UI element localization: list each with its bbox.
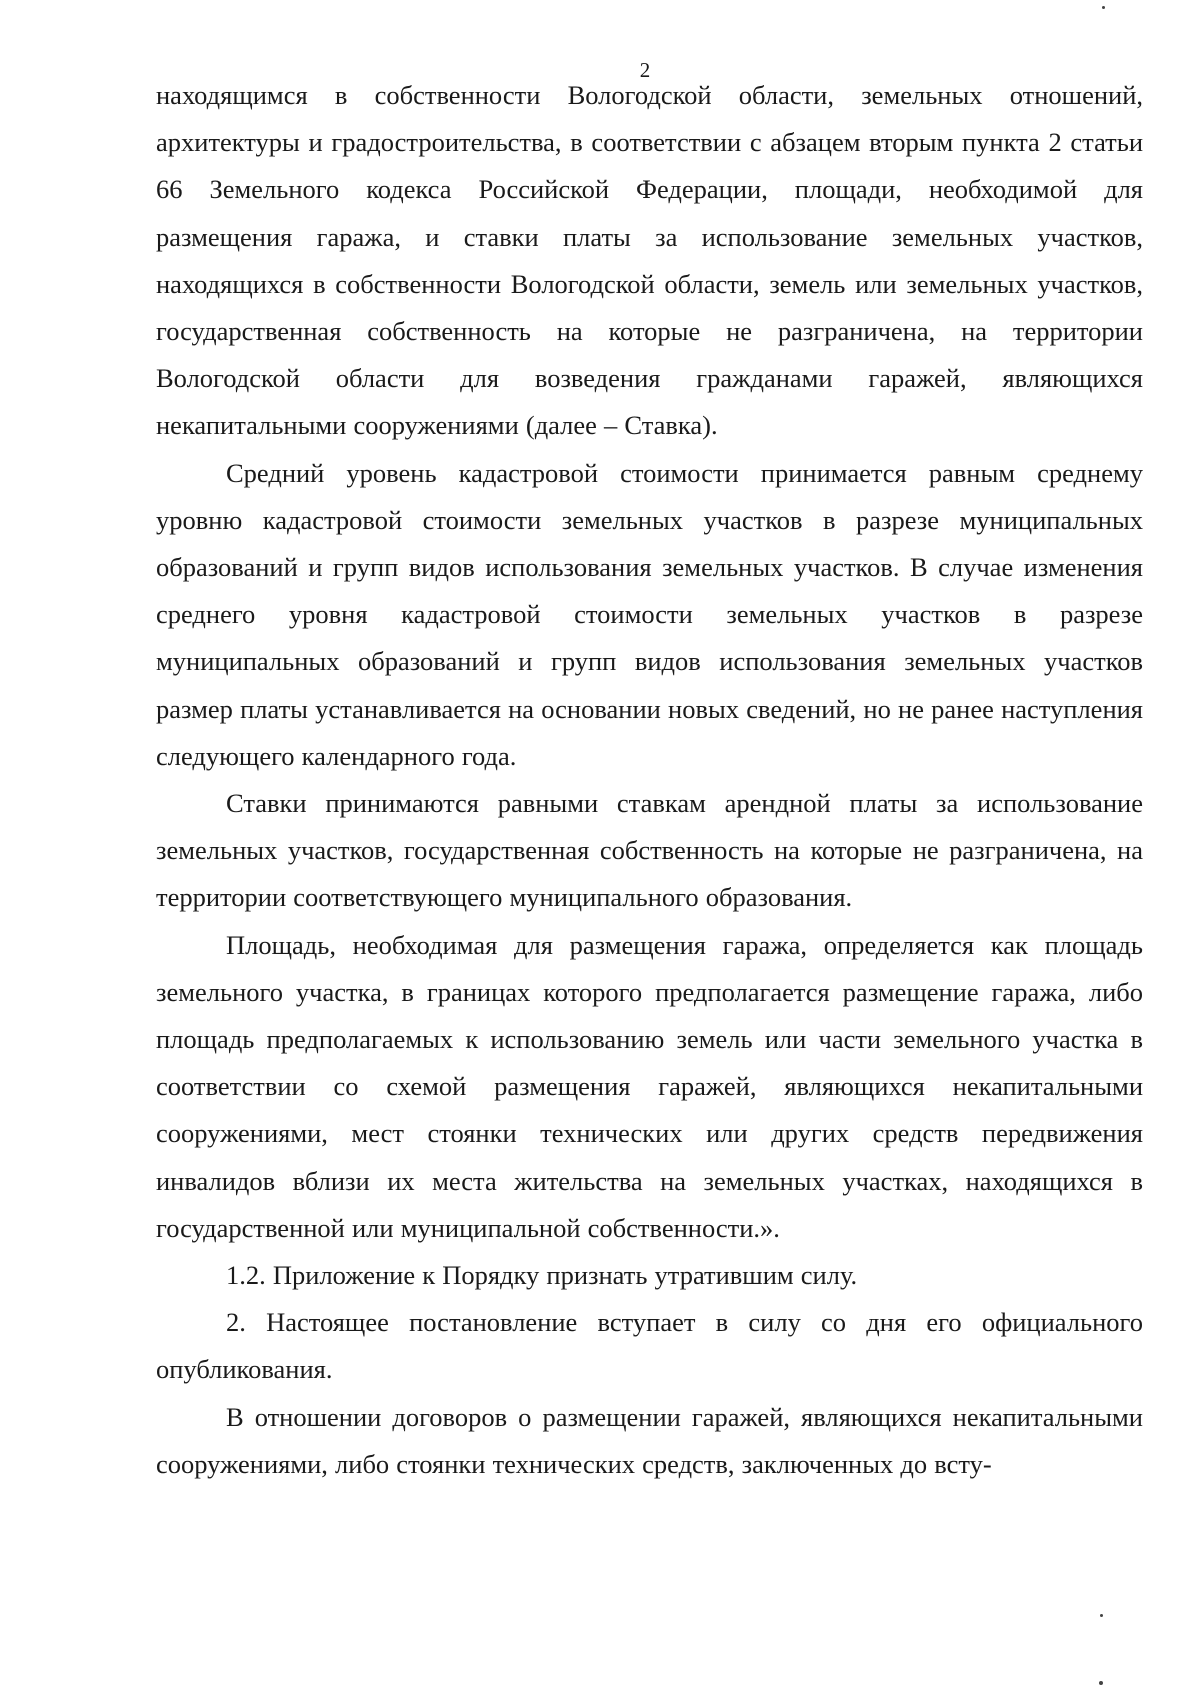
scan-speck (1099, 1681, 1103, 1685)
paragraph-continuation: находящимся в собственности Вологодской области, земельных отношений, архитектуры и градостроительства, в соответствии с абзацем вторым пункта 2 статьи 66 Земельного кодекса Российской Федерации, площади, необходимой для размещения гаража, и ставки платы за использование земельных участков, находящихся в собственности Вологодской области, земель или земельных участков, государственная собственность на которые не разграничена, на территории Вологодской области для возведения гражданами гаражей, являющихся некапитальными сооружениями (далее – Ставка). (156, 80, 1143, 441)
paragraph-cadastral-value: Средний уровень кадастровой стоимости принимается равным среднему уровню кадастровой стоимости земельных участков в разрезе муниципальных образований и групп видов использования земельных участков. В случае изменения среднего уровня кадастровой стоимости земельных участков в разрезе муниципальных образований и групп видов использования земельных участков размер платы устанавливается на основании новых сведений, но не ранее наступления следующего календарного года. (156, 457, 1143, 771)
document-body (156, 72, 1143, 1488)
paragraph-rates: Ставки принимаются равными ставкам арендной платы за использование земельных участков, государственная собственность на которые не разграничена, на территории соответствующего муниципального образования. (156, 788, 1143, 913)
page-number: 2 (639, 58, 651, 82)
paragraph-item-1-2: 1.2. Приложение к Порядку признать утратившим силу. (226, 1260, 858, 1291)
scan-speck (1100, 1614, 1103, 1617)
paragraph-garage-area: Площадь, необходимая для размещения гаража, определяется как площадь земельного участка, в границах которого предполагается размещение гаража, либо площадь предполагаемых к использованию земель или части земельного участка в соответствии со схемой размещения гаражей, являющихся некапитальными сооружениями, мест стоянки технических или других средств передвижения инвалидов вблизи их места жительства на земельных участках, находящихся в государственной или муниципальной собственности.». (156, 929, 1143, 1243)
paragraph-item-2: 2. Настоящее постановление вступает в силу со дня его официального опубликования. (156, 1307, 1143, 1385)
paragraph-contracts: В отношении договоров о размещении гаражей, являющихся некапитальными сооружениями, либо стоянки технических средств, заключенных до всту- (156, 1401, 1143, 1479)
scan-speck (1102, 6, 1105, 9)
